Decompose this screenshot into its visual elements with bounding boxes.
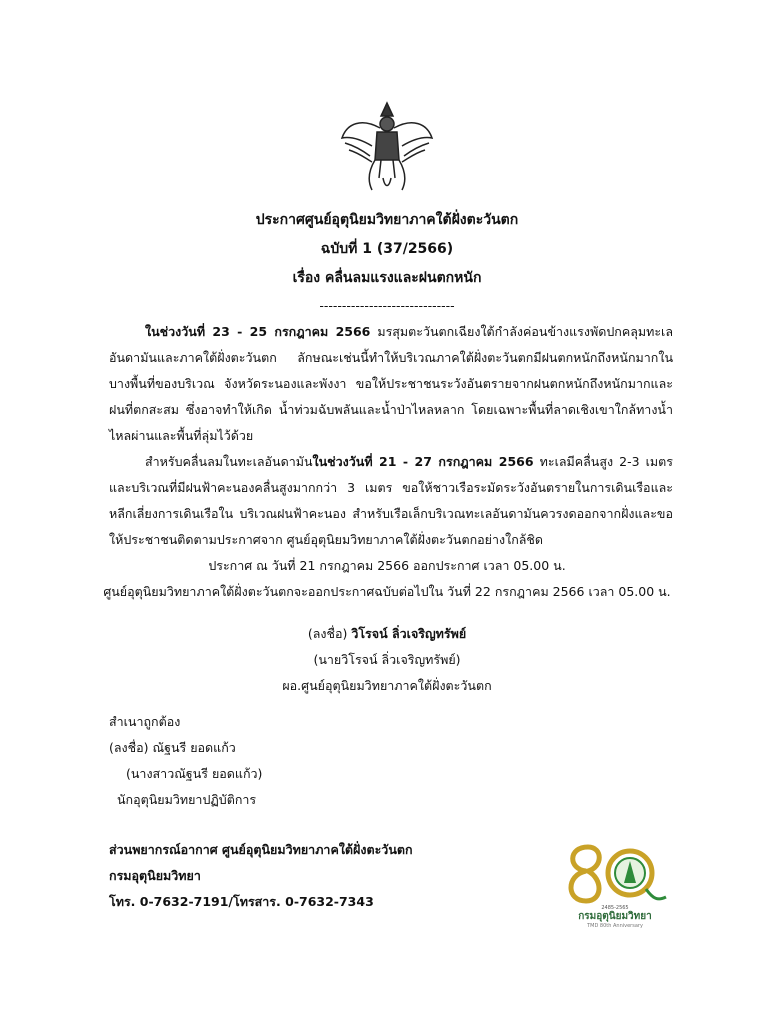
text: น้ำท่วมฉับพลันและน้ำป่าไหลหลาก โดยเฉพาะพื้นที่ลาดเชิงเขาใกล้ทางน้ำไหลผ่านและพื้นที่ลุ่มไว้ด้วย xyxy=(109,402,673,443)
svg-text:2485-2565: 2485-2565 xyxy=(601,905,629,911)
next-issue: ศูนย์อุตุนิยมวิทยาภาคใต้ฝั่งตะวันตกจะออกประกาศฉบับต่อไปใน วันที่ 22 กรกฎาคม 2566 เวลา 05.00 น. xyxy=(103,584,671,599)
svg-text:กรมอุตุนิยมวิทยา: กรมอุตุนิยมวิทยา xyxy=(578,911,652,922)
text: บริเวณฝนฟ้าคะนอง สำหรับเรือเล็กบริเวณทะเลอันดามันควรงดออกจากฝั่งและขอให้ประชาชนติดตามประกาศจาก xyxy=(109,506,673,547)
copy-position: นักอุตุนิยมวิทยาปฏิบัติการ xyxy=(117,792,257,807)
date-range: ในช่วงวันที่ 21 - 27 กรกฎาคม 2566 xyxy=(312,454,534,469)
footer-division: ส่วนพยากรณ์อากาศ ศูนย์อุตุนิยมวิทยาภาคใต้ฝั่งตะวันตก xyxy=(109,842,413,857)
paragraph-1 xyxy=(109,319,673,449)
signer-name: วิโรจน์ ลิ่วเจริญทรัพย์ xyxy=(351,626,467,641)
text: ภาคใต้ฝั่งตะวันตก ลักษณะเช่นนี้ทำให้บริเวณภาคใต้ฝั่งตะวันตกมีฝนตกหนักถึงหนักมากในบางพื้นที่ของบริเวณ xyxy=(109,350,673,391)
text: มรสุมตะวันตกเฉียงใต้กำลังค่อนข้างแรงพัดปกคลุมทะเลอันดามันและ xyxy=(109,324,673,365)
text: สำหรับคลื่นลมในทะเลอันดามัน xyxy=(145,454,313,469)
document-title: ประกาศศูนย์อุตุนิยมวิทยาภาคใต้ฝั่งตะวันตก xyxy=(255,212,519,228)
text: จังหวัดระนองและพังงา ขอให้ประชาชนระวังอันตรายจากฝนตกหนักถึงหนักมากและฝนที่ตกสะสม ซึ่งอาจทำให้เกิด xyxy=(109,376,673,417)
date-range: ในช่วงวันที่ 23 - 25 กรกฎาคม 2566 xyxy=(145,324,371,339)
signature-line xyxy=(0,621,774,647)
subject: เรื่อง คลื่นลมแรงและฝนตกหนัก xyxy=(292,270,482,286)
text: ทะเลมีคลื่นสูง 2-3 เมตร และบริเวณ xyxy=(109,454,673,495)
footer-department: กรมอุตุนิยมวิทยา xyxy=(109,868,201,883)
copy-name: (นางสาวณัฐนรี ยอดแก้ว) xyxy=(126,766,263,781)
paragraph-2 xyxy=(109,449,673,553)
signer-full-name: (นายวิโรจน์ ลิ่วเจริญทรัพย์) xyxy=(313,652,461,667)
tmd-80th-anniversary-logo xyxy=(558,839,673,929)
signer-position: ผอ.ศูนย์อุตุนิยมวิทยาภาคใต้ฝั่งตะวันตก xyxy=(282,678,492,693)
text: ที่มีฝนฟ้าคะนองคลื่นสูงมากกว่า 3 เมตร ขอให้ชาวเรือระมัดระวังอันตรายในการเดินเรือและหลีกเลี่ยงการเดินเรือใน xyxy=(109,480,673,521)
footer xyxy=(109,837,673,929)
garuda-emblem xyxy=(337,98,437,198)
svg-text:TMD 80th Anniversary: TMD 80th Anniversary xyxy=(587,923,643,929)
copy-signed: (ลงชื่อ) ณัฐนรี ยอดแก้ว xyxy=(109,740,236,755)
divider: ------------------------------ xyxy=(319,298,455,313)
footer-contact: โทร. 0-7632-7191/โทรสาร. 0-7632-7343 xyxy=(109,894,374,909)
text: ศูนย์อุตุนิยมวิทยาภาคใต้ฝั่งตะวันตกอย่างใกล้ชิด xyxy=(286,532,544,547)
issue-number: ฉบับที่ 1 (37/2566) xyxy=(320,241,454,257)
signed-prefix: (ลงชื่อ) xyxy=(307,626,352,641)
certified-copy: สำเนาถูกต้อง xyxy=(109,714,181,729)
issued-time: ประกาศ ณ วันที่ 21 กรกฎาคม 2566 ออกประกาศ เวลา 05.00 น. xyxy=(208,558,566,573)
